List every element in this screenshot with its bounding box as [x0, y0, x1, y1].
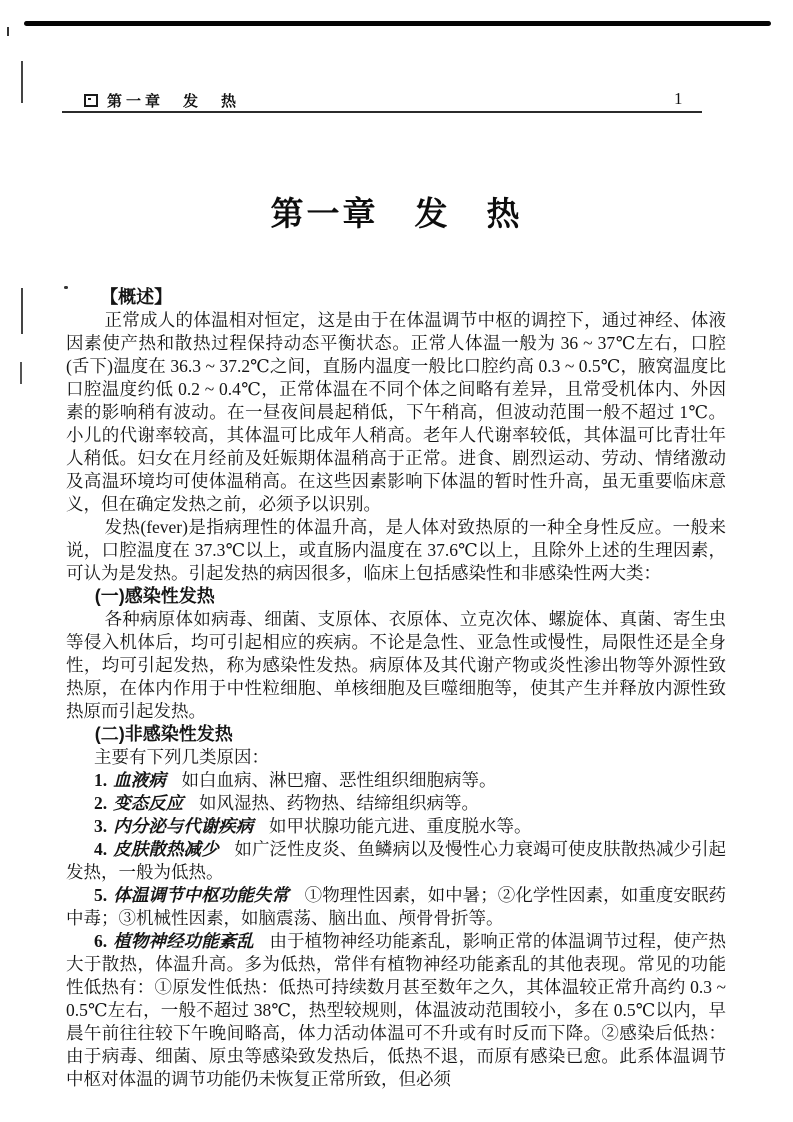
item-number: 5. [94, 885, 108, 905]
list-item [66, 930, 726, 1091]
item-term: 变态反应 [113, 793, 184, 813]
running-header [84, 88, 723, 112]
item-number: 2. [94, 793, 108, 813]
item-number: 1. [94, 770, 108, 790]
item-desc: 如广泛性皮炎、鱼鳞病以及慢性心力衰竭可使皮肤散热减少引起发热，一般为低热。 [66, 839, 727, 882]
paragraph: 正常成人的体温相对恒定，这是由于在体温调节中枢的调控下，通过神经、体液因素使产热和散热过程保持动态平衡状态。正常人体温一般为 36 ~ 37℃左右，口腔(舌下)温度在 36.3 ~ 37.2℃之间，直肠内温度一般比口腔约高 0.3 ~ 0.5℃，腋窝温度比口腔温度约低 0.2 ~ 0.4℃，正常体温在不同个体之间略有差异，且常受机体内、外因素的影响稍有波动。在一昼夜间晨起稍低，下午稍高，但波动范围一般不超过 1℃。小儿的代谢率较高，其体温可比成年人稍高。老年人代谢率较低，其体温可比青壮年人稍低。妇女在月经前及妊娠期体温稍高于正常。进食、剧烈运动、劳动、情绪激动及高温环境均可使体温稍高。在这些因素影响下体温的暂时性升高，虽无重要临床意义，但在确定发热之前，必须予以识别。 [66, 310, 726, 514]
running-header-title: 第一章 发 热 [107, 92, 241, 110]
item-desc: ①物理性因素，如中暑；②化学性因素，如重度安眠药中毒；③机械性因素，如脑震荡、脑出血、颅骨骨折等。 [66, 885, 727, 928]
body-text [66, 286, 726, 1091]
item-term: 皮肤散热减少 [113, 839, 219, 859]
list-item [66, 838, 726, 884]
item-term: 内分泌与代谢疾病 [113, 816, 254, 836]
paragraph: 各种病原体如病毒、细菌、支原体、衣原体、立克次体、螺旋体、真菌、寄生虫等侵入机体后，均可引起相应的疾病。不论是急性、亚急性或慢性，局限性还是全身性，均可引起发热，称为感染性发热。病原体及其代谢产物或炎性渗出物等外源性致热原，在体内作用于中性粒细胞、单核细胞及巨噬细胞等，使其产生并释放内源性致热原而引起发热。 [66, 609, 726, 721]
list-item [66, 769, 726, 792]
item-desc: 如甲状腺功能亢进、重度脱水等。 [269, 816, 532, 836]
scan-mark [7, 27, 9, 36]
item-desc: 由于植物神经功能紊乱，影响正常的体温调节过程，使产热大于散热，体温升高。多为低热，常伴有植物神经功能紊乱的其他表现。常见的功能性低热有：①原发性低热：低热可持续数月甚至数年之久，其体温较正常升高约 0.3 ~ 0.5℃左右，一般不超过 38℃，热型较规则，体温波动范围较小，多在 0.5℃以内，早晨午前往往较下午晚间略高，体力活动体温可不升或有时反而下降。②感染后低热：由于病毒、细菌、原虫等感染致发热后，低热不退，而原有感染已愈。此系体温调节中枢对体温的调节功能仍未恢复正常所致，但必须 [66, 931, 726, 1089]
scan-mark [21, 61, 23, 103]
scan-edge-line [24, 21, 771, 26]
item-number: 3. [94, 816, 108, 836]
chapter-title: 第一章 发 热 [270, 195, 523, 232]
header-rule [62, 111, 702, 113]
list-item [66, 792, 726, 815]
page-number: 1 [674, 89, 683, 108]
paragraph: 发热(fever)是指病理性的体温升高，是人体对致热原的一种全身性反应。一般来说，口腔温度在 37.3℃以上，或直肠内温度在 37.6℃以上，且除外上述的生理因素，可认为是发热。引起发热的病因很多，临床上包括感染性和非感染性两大类： [66, 517, 726, 583]
item-term: 植物神经功能紊乱 [113, 931, 254, 951]
overview-label: 【概述】 [100, 287, 173, 307]
list-intro: 主要有下列几类原因： [94, 747, 269, 767]
scan-mark [20, 362, 22, 384]
list-item [66, 884, 726, 930]
section-heading-noninfectious: (二)非感染性发热 [94, 724, 233, 744]
section-heading-infectious: (一)感染性发热 [94, 586, 215, 606]
item-number: 4. [94, 839, 108, 859]
scan-mark [21, 288, 23, 334]
item-term: 血液病 [113, 770, 166, 790]
item-number: 6. [94, 931, 108, 951]
item-desc: 如白血病、淋巴瘤、恶性组织细胞病等。 [181, 770, 497, 790]
item-term: 体温调节中枢功能失常 [113, 885, 289, 905]
list-item [66, 815, 726, 838]
item-desc: 如风湿热、药物热、结缔组织病等。 [199, 793, 479, 813]
header-stamp-icon [84, 94, 98, 107]
